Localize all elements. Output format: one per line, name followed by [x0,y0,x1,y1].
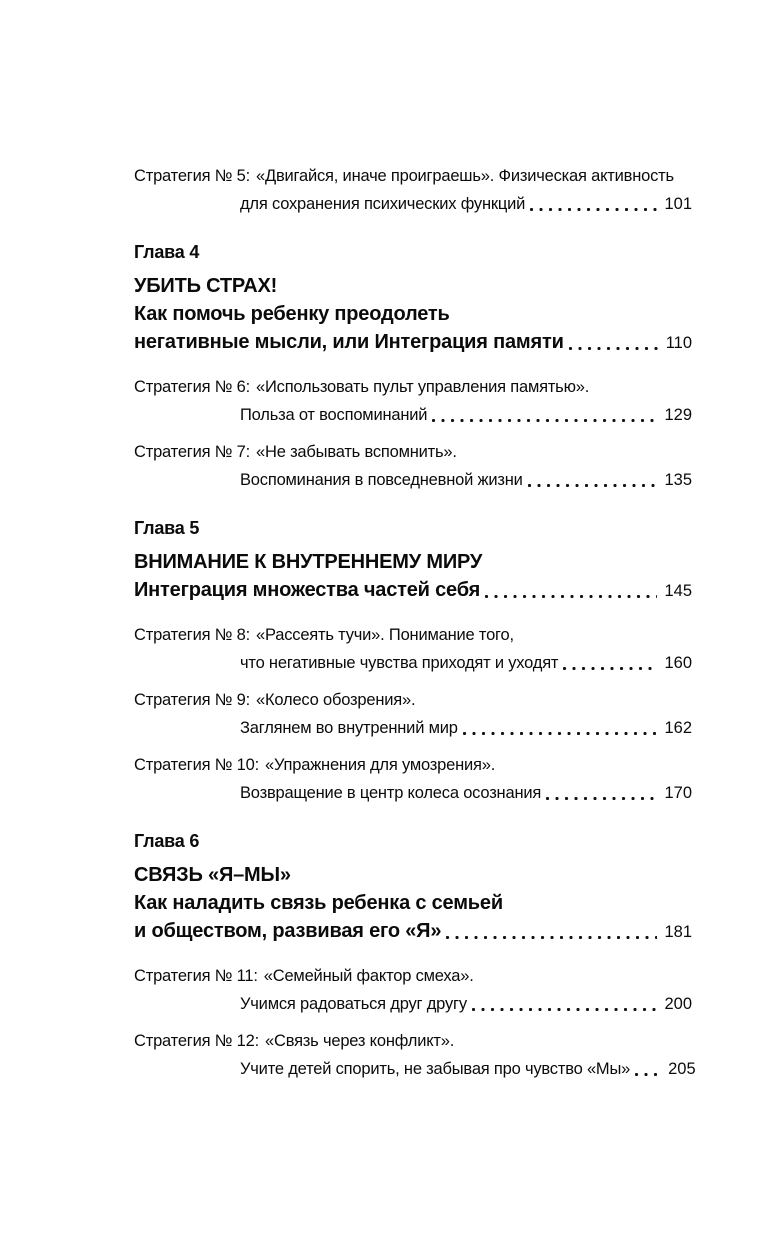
strategy-label: Стратегия № 6: [134,378,251,396]
toc-entry-strategy [134,621,692,677]
toc-entry-strategy [134,373,692,429]
chapter-last-line [134,576,692,605]
chapter-kicker: Глава 4 [134,242,200,262]
strategy-label: Стратегия № 9: [134,691,251,709]
dot-leader [528,484,658,487]
strategy-second-line [134,779,692,807]
chapter-last-line [134,328,692,357]
page-number: 181 [664,923,692,941]
page-number: 129 [664,406,692,424]
strategy-label: Стратегия № 12: [134,1032,259,1050]
strategy-subtitle-text: Возвращение в центр колеса осознания [240,784,542,802]
toc-entry-strategy [134,686,692,742]
page-number: 145 [664,582,692,600]
strategy-label: Стратегия № 5: [134,167,251,185]
strategy-first-line [134,162,692,190]
strategy-subtitle-text: Заглянем во внутренний мир [240,719,458,737]
dot-leader [432,419,657,422]
strategy-first-line [134,373,692,401]
strategy-second-line [134,190,692,218]
toc-entry-strategy [134,1027,696,1083]
chapter-kicker: Глава 5 [134,518,200,538]
page-number: 205 [668,1060,696,1078]
strategy-title-text: «Упражнения для умозрения». [265,756,496,774]
dot-leader [546,797,657,800]
strategy-title-text: «Семейный фактор смеха». [263,967,474,985]
chapter-title-line: ВНИМАНИЕ К ВНУТРЕННЕМУ МИРУ [134,551,483,573]
strategy-label: Стратегия № 7: [134,443,251,461]
toc-entry-chapter [134,514,692,605]
strategy-subtitle-text: Воспоминания в повседневной жизни [240,471,523,489]
chapter-title-text: Интеграция множества частей себя [134,579,481,601]
dot-leader [569,347,659,350]
toc-entry-chapter [134,827,692,946]
strategy-subtitle-text: Учимся радоваться друг другу [240,995,467,1013]
dot-leader [472,1008,658,1011]
strategy-first-line [134,621,692,649]
strategy-second-line [134,714,692,742]
strategy-first-line [134,1027,692,1055]
strategy-first-line [134,962,692,990]
chapter-title-text: и обществом, развивая его «Я» [134,920,442,942]
strategy-subtitle-text: Учите детей спорить, не забывая про чувство «Мы» [240,1060,631,1078]
strategy-first-line [134,751,692,779]
chapter-title-lines [134,548,692,576]
strategy-subtitle-text: для сохранения психических функций [240,195,526,213]
strategy-subtitle-text: что негативные чувства приходят и уходят [240,654,559,672]
strategy-label: Стратегия № 10: [134,756,259,774]
page-number: 162 [664,719,692,737]
chapter-title-lines [134,272,692,328]
dot-leader [563,667,657,670]
page-number: 110 [665,334,692,352]
strategy-second-line [134,649,692,677]
strategy-second-line [134,466,692,494]
toc-entry-chapter [134,238,692,357]
chapter-title-text: негативные мысли, или Интеграция памяти [134,331,564,353]
chapter-title-lines [134,861,692,917]
strategy-label: Стратегия № 11: [134,967,258,985]
dot-leader [463,732,658,735]
strategy-title-text: «Колесо обозрения». [256,691,416,709]
dot-leader [635,1073,661,1076]
strategy-first-line [134,686,692,714]
toc-entry-strategy [134,162,692,218]
chapter-title-line: УБИТЬ СТРАХ! [134,275,278,297]
strategy-second-line [134,990,692,1018]
chapter-kicker: Глава 6 [134,831,200,851]
page-number: 200 [664,995,692,1013]
page-number: 170 [664,784,692,802]
chapter-title-line: СВЯЗЬ «Я–МЫ» [134,864,291,886]
strategy-subtitle-text: Польза от воспоминаний [240,406,428,424]
table-of-contents [134,0,696,1092]
strategy-title-text: «Рассеять тучи». Понимание того, [256,626,514,644]
toc-entry-strategy [134,438,692,494]
chapter-title-line: Как помочь ребенку преодолеть [134,303,450,325]
strategy-title-text: «Двигайся, иначе проиграешь». Физическая активность [256,167,674,185]
chapter-title-line: Как наладить связь ребенка с семьей [134,892,503,914]
strategy-label: Стратегия № 8: [134,626,251,644]
dot-leader [485,595,657,598]
strategy-title-text: «Связь через конфликт». [265,1032,455,1050]
toc-entry-strategy [134,751,692,807]
strategy-first-line [134,438,692,466]
page-number: 101 [664,195,692,213]
strategy-title-text: «Не забывать вспомнить». [256,443,457,461]
dot-leader [530,208,657,211]
page-number: 160 [664,654,692,672]
strategy-title-text: «Использовать пульт управления памятью». [256,378,590,396]
dot-leader [446,936,657,939]
toc-entry-strategy [134,962,692,1018]
strategy-second-line [134,1055,696,1083]
chapter-last-line [134,917,692,946]
page-number: 135 [664,471,692,489]
strategy-second-line [134,401,692,429]
